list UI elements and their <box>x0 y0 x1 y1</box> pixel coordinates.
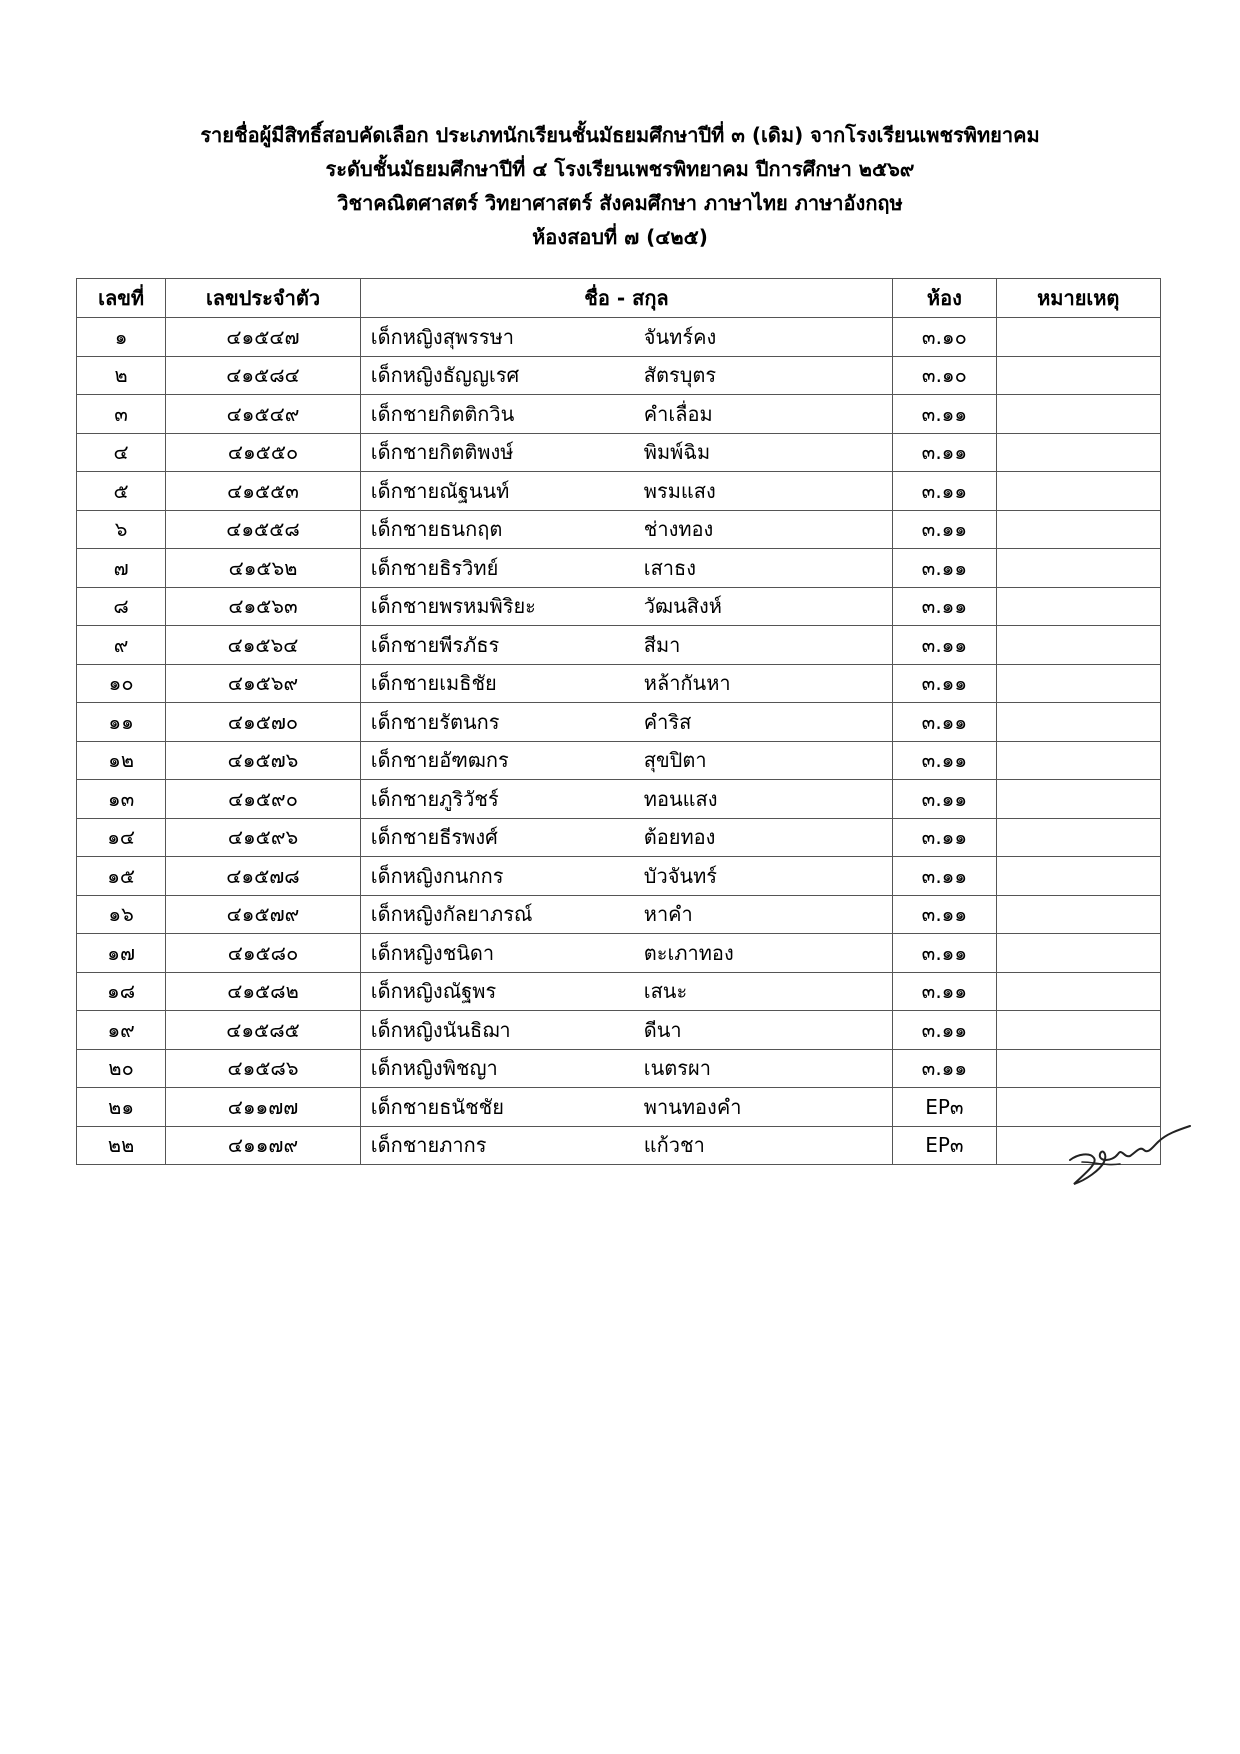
student-remark <box>996 664 1160 703</box>
student-remark <box>996 395 1160 434</box>
student-id: ๔๑๑๗๙ <box>166 1126 361 1165</box>
table-row <box>77 587 1161 626</box>
student-first-name: เด็กหญิงธัญญเรศ <box>370 363 520 388</box>
student-room: ๓.๑๑ <box>893 510 996 549</box>
row-number: ๘ <box>77 587 166 626</box>
student-id: ๔๑๕๖๔ <box>166 626 361 665</box>
table-row <box>77 895 1161 934</box>
student-first-name: เด็กชายณัฐนนท์ <box>370 478 510 503</box>
row-number: ๑๖ <box>77 895 166 934</box>
student-first-name: เด็กชายเมธิชัย <box>370 671 497 696</box>
row-number: ๒๑ <box>77 1088 166 1127</box>
table-row <box>77 318 1161 357</box>
student-id: ๔๑๕๖๙ <box>166 664 361 703</box>
student-room: ๓.๑๑ <box>893 587 996 626</box>
student-id: ๔๑๕๔๙ <box>166 395 361 434</box>
table-row <box>77 1088 1161 1127</box>
student-last-name: พานทองคำ <box>643 1094 742 1119</box>
student-name-cell <box>360 934 892 973</box>
student-name-cell <box>360 318 892 357</box>
student-name-cell <box>360 895 892 934</box>
table-row <box>77 857 1161 896</box>
student-room: ๓.๑๑ <box>893 780 996 819</box>
row-number: ๔ <box>77 433 166 472</box>
student-first-name: เด็กชายอัฑฒกร <box>370 748 509 773</box>
column-header-room: ห้อง <box>893 279 996 318</box>
row-number: ๙ <box>77 626 166 665</box>
table-row <box>77 780 1161 819</box>
signature <box>1060 1118 1200 1198</box>
table-row <box>77 433 1161 472</box>
student-room: ๓.๑๑ <box>893 934 996 973</box>
student-first-name: เด็กหญิงนันธิฌา <box>370 1017 511 1042</box>
student-name-cell <box>360 472 892 511</box>
student-id: ๔๑๕๗๖ <box>166 741 361 780</box>
student-id: ๔๑๕๘๕ <box>166 1011 361 1050</box>
student-room: ๓.๑๐ <box>893 356 996 395</box>
table-row <box>77 395 1161 434</box>
student-id: ๔๑๕๘๖ <box>166 1049 361 1088</box>
student-remark <box>996 972 1160 1011</box>
student-room: ๓.๑๑ <box>893 703 996 742</box>
student-room: ๓.๑๑ <box>893 1011 996 1050</box>
student-first-name: เด็กหญิงกนกกร <box>370 863 504 888</box>
row-number: ๑๔ <box>77 818 166 857</box>
student-name-cell <box>360 1049 892 1088</box>
student-room: EP๓ <box>893 1126 996 1165</box>
student-name-cell <box>360 510 892 549</box>
student-name-cell <box>360 664 892 703</box>
student-room: ๓.๑๑ <box>893 395 996 434</box>
student-name-cell <box>360 1088 892 1127</box>
title-line-3: วิชาคณิตศาสตร์ วิทยาศาสตร์ สังคมศึกษา ภาษาไทย ภาษาอังกฤษ <box>337 191 903 215</box>
student-last-name: หล้ากันหา <box>643 671 731 696</box>
student-id: ๔๑๕๗๐ <box>166 703 361 742</box>
student-name-cell <box>360 818 892 857</box>
student-id: ๔๑๕๙๐ <box>166 780 361 819</box>
student-room: ๓.๑๑ <box>893 818 996 857</box>
student-remark <box>996 818 1160 857</box>
student-id: ๔๑๕๖๒ <box>166 549 361 588</box>
student-name-cell <box>360 626 892 665</box>
column-header-number: เลขที่ <box>77 279 166 318</box>
student-first-name: เด็กหญิงชนิดา <box>370 940 495 965</box>
row-number: ๗ <box>77 549 166 588</box>
student-first-name: เด็กชายธนกฤต <box>370 517 503 542</box>
student-remark <box>996 934 1160 973</box>
student-room: ๓.๑๑ <box>893 433 996 472</box>
table-row <box>77 472 1161 511</box>
student-remark <box>996 433 1160 472</box>
student-name-cell <box>360 780 892 819</box>
table-row <box>77 626 1161 665</box>
student-name-cell <box>360 703 892 742</box>
student-last-name: บัวจันทร์ <box>643 863 718 888</box>
student-id: ๔๑๕๕๘ <box>166 510 361 549</box>
student-last-name: ดีนา <box>643 1017 682 1042</box>
title-line-2: ระดับชั้นมัธยมศึกษาปีที่ ๔ โรงเรียนเพชรพิทยาคม ปีการศึกษา ๒๕๖๙ <box>325 157 915 181</box>
student-first-name: เด็กชายพีรภัธร <box>370 632 500 657</box>
student-room: ๓.๑๑ <box>893 1049 996 1088</box>
table-row <box>77 510 1161 549</box>
student-remark <box>996 472 1160 511</box>
student-first-name: เด็กหญิงสุพรรษา <box>370 324 514 349</box>
student-room: ๓.๑๑ <box>893 857 996 896</box>
table-row <box>77 818 1161 857</box>
student-id: ๔๑๕๖๓ <box>166 587 361 626</box>
student-first-name: เด็กหญิงกัลยาภรณ์ <box>370 902 533 927</box>
student-first-name: เด็กชายธนัชชัย <box>370 1094 504 1119</box>
student-last-name: ตะเภาทอง <box>643 940 734 965</box>
student-name-cell <box>360 972 892 1011</box>
table-row <box>77 972 1161 1011</box>
student-roster-table <box>76 278 1161 1165</box>
student-id: ๔๑๕๘๒ <box>166 972 361 1011</box>
student-first-name: เด็กชายภูริวัชร์ <box>370 786 499 811</box>
table-row <box>77 664 1161 703</box>
student-last-name: จันทร์คง <box>643 324 717 349</box>
student-remark <box>996 318 1160 357</box>
student-name-cell <box>360 1126 892 1165</box>
table-header-row <box>77 279 1161 318</box>
student-last-name: หาคำ <box>643 902 693 927</box>
exam-room-line: ห้องสอบที่ ๗ (๔๒๕) <box>532 225 708 249</box>
student-remark <box>996 510 1160 549</box>
student-last-name: สีมา <box>643 632 681 657</box>
student-remark <box>996 587 1160 626</box>
student-room: ๓.๑๑ <box>893 664 996 703</box>
table-row <box>77 1126 1161 1165</box>
table-row <box>77 356 1161 395</box>
student-remark <box>996 780 1160 819</box>
row-number: ๕ <box>77 472 166 511</box>
row-number: ๑๑ <box>77 703 166 742</box>
student-last-name: สัตรบุตร <box>643 363 717 388</box>
row-number: ๑๒ <box>77 741 166 780</box>
student-last-name: เสาธง <box>643 555 697 580</box>
student-id: ๔๑๕๘๔ <box>166 356 361 395</box>
student-room: ๓.๑๑ <box>893 626 996 665</box>
row-number: ๑๓ <box>77 780 166 819</box>
student-remark <box>996 549 1160 588</box>
student-last-name: คำริส <box>643 709 692 734</box>
student-first-name: เด็กชายธีรพงศ์ <box>370 825 498 850</box>
student-last-name: เสนะ <box>643 979 688 1004</box>
student-first-name: เด็กชายกิตติกวิน <box>370 401 515 426</box>
table-row <box>77 741 1161 780</box>
student-id: ๔๑๕๕๓ <box>166 472 361 511</box>
row-number: ๒ <box>77 356 166 395</box>
table-row <box>77 549 1161 588</box>
student-last-name: ช่างทอง <box>643 517 714 542</box>
student-first-name: เด็กชายรัตนกร <box>370 709 500 734</box>
student-remark <box>996 857 1160 896</box>
student-room: ๓.๑๑ <box>893 549 996 588</box>
row-number: ๑๘ <box>77 972 166 1011</box>
student-name-cell <box>360 395 892 434</box>
student-id: ๔๑๕๕๐ <box>166 433 361 472</box>
student-room: ๓.๑๑ <box>893 972 996 1011</box>
row-number: ๖ <box>77 510 166 549</box>
student-id: ๔๑๕๔๗ <box>166 318 361 357</box>
student-room: ๓.๑๑ <box>893 472 996 511</box>
student-remark <box>996 356 1160 395</box>
student-name-cell <box>360 433 892 472</box>
student-first-name: เด็กหญิงพิชญา <box>370 1056 498 1081</box>
student-last-name: สุขปิตา <box>643 748 707 773</box>
row-number: ๑ <box>77 318 166 357</box>
student-name-cell <box>360 1011 892 1050</box>
row-number: ๑๗ <box>77 934 166 973</box>
row-number: ๑๙ <box>77 1011 166 1050</box>
student-last-name: เนตรผา <box>643 1056 711 1081</box>
column-header-student-id: เลขประจำตัว <box>166 279 361 318</box>
student-first-name: เด็กชายภากร <box>370 1133 487 1158</box>
column-header-remarks: หมายเหตุ <box>996 279 1160 318</box>
student-name-cell <box>360 549 892 588</box>
student-remark <box>996 703 1160 742</box>
student-id: ๔๑๑๗๗ <box>166 1088 361 1127</box>
student-remark <box>996 1049 1160 1088</box>
student-last-name: พิมพ์ฉิม <box>643 440 711 465</box>
student-first-name: เด็กหญิงณัฐพร <box>370 979 497 1004</box>
student-id: ๔๑๕๗๘ <box>166 857 361 896</box>
student-name-cell <box>360 741 892 780</box>
row-number: ๒๐ <box>77 1049 166 1088</box>
student-last-name: ทอนแสง <box>643 786 718 811</box>
student-name-cell <box>360 587 892 626</box>
student-last-name: พรมแสง <box>643 478 716 503</box>
student-last-name: คำเลื่อม <box>643 401 713 426</box>
student-id: ๔๑๕๙๖ <box>166 818 361 857</box>
student-remark <box>996 741 1160 780</box>
student-name-cell <box>360 356 892 395</box>
student-last-name: ต้อยทอง <box>643 825 716 850</box>
student-room: ๓.๑๑ <box>893 895 996 934</box>
table-row <box>77 1049 1161 1088</box>
student-first-name: เด็กชายพรหมพิริยะ <box>370 594 536 619</box>
student-room: EP๓ <box>893 1088 996 1127</box>
student-id: ๔๑๕๗๙ <box>166 895 361 934</box>
title-line-1: รายชื่อผู้มีสิทธิ์สอบคัดเลือก ประเภทนักเรียนชั้นมัธยมศึกษาปีที่ ๓ (เดิม) จากโรงเรียนเพชรพิทยาคม <box>200 123 1040 147</box>
table-row <box>77 934 1161 973</box>
student-remark <box>996 895 1160 934</box>
student-remark <box>996 626 1160 665</box>
student-id: ๔๑๕๘๐ <box>166 934 361 973</box>
row-number: ๑๐ <box>77 664 166 703</box>
student-last-name: แก้วชา <box>643 1133 705 1158</box>
table-row <box>77 1011 1161 1050</box>
student-room: ๓.๑๑ <box>893 741 996 780</box>
document-header <box>0 118 1240 254</box>
student-remark <box>996 1011 1160 1050</box>
student-last-name: วัฒนสิงห์ <box>643 594 722 619</box>
student-room: ๓.๑๐ <box>893 318 996 357</box>
table-row <box>77 703 1161 742</box>
column-header-name: ชื่อ - สกุล <box>360 279 892 318</box>
student-first-name: เด็กชายกิตติพงษ์ <box>370 440 514 465</box>
student-name-cell <box>360 857 892 896</box>
student-first-name: เด็กชายธิรวิทย์ <box>370 555 499 580</box>
row-number: ๑๕ <box>77 857 166 896</box>
row-number: ๓ <box>77 395 166 434</box>
row-number: ๒๒ <box>77 1126 166 1165</box>
